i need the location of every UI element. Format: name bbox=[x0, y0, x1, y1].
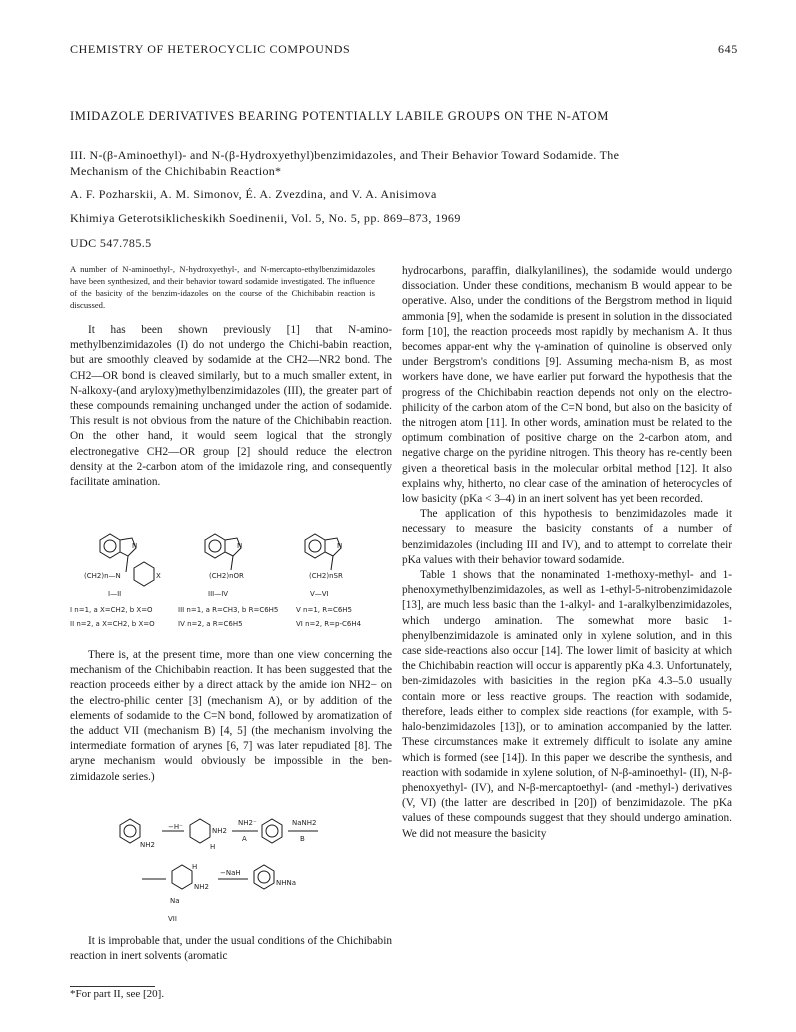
substituent-label: NH2 bbox=[212, 827, 227, 835]
structure-i-ii bbox=[84, 534, 161, 586]
substituent-label: (CH2)nSR bbox=[309, 572, 343, 580]
page-number: 645 bbox=[718, 42, 738, 56]
reagent-label: NH2⁻ bbox=[238, 819, 257, 827]
reagent-label: −H⁻ bbox=[168, 823, 183, 831]
range-i-ii: I—II bbox=[108, 590, 122, 598]
substituent-label: (CH2)n—N bbox=[84, 572, 121, 580]
definition: I n=1, a X=CH2, b X=O bbox=[70, 606, 153, 614]
journal-title: CHEMISTRY OF HETEROCYCLIC COMPOUNDS bbox=[70, 42, 351, 56]
substituent-label: NHNa bbox=[276, 879, 297, 887]
ring-atom-n: N bbox=[132, 542, 138, 550]
substituent-label: H bbox=[192, 863, 198, 871]
article-subtitle: III. N-(β-Aminoethyl)- and N-(β-Hydroxyethyl)benzimidazoles, and Their Behavior Toward Sodamide. The Mechanism of the Chichibabin Reaction* bbox=[70, 148, 620, 178]
reaction-scheme-figure bbox=[90, 815, 390, 925]
substituent-label: NH2 bbox=[140, 841, 155, 849]
footnote: *For part II, see [20]. bbox=[70, 988, 165, 1000]
benzimidazole-structures-figure bbox=[70, 530, 392, 640]
mechanism-label: A bbox=[242, 835, 247, 843]
range-v-vi: V—VI bbox=[310, 590, 329, 598]
definition: II n=2, a X=CH2, b X=O bbox=[70, 620, 155, 628]
reagent-label: NaNH2 bbox=[292, 819, 317, 827]
definition: IV n=2, a R=C6H5 bbox=[178, 620, 243, 628]
ring-atom-n: N bbox=[237, 542, 243, 550]
right-column bbox=[402, 264, 732, 842]
paragraph: hydrocarbons, paraffin, dialkylanilines), the sodamide would undergo dissociation. Under these conditions, mechanism B would appear to be operative. Also, under the conditions of the Bergstrom method in liquid ammonia [9], when the sodamide is present in solution in the dissociated form [10], the reaction proceeds most rapidly by mechanism A. It thus becomes appar-ent why the γ-amination of quinoline is observed only under Bergstrom's conditions [9]. Assuming mecha-nism B, as most workers have done, we have earlier put forward the hypothesis that the progress of the Chichibabin reaction depends not only on the electro-philicity of the carbon atom of the C=N bond, but also on the basicity of the nitrogen atom [11]. In other words, amination must be related to the optimum combination of positive charge on the 2-carbon atom, and negative charge on the pyridine nitrogen. This theory has re-cently been given a theoretical basis in the molecular orbital method [12]. It also explains why, hitherto, no clear case of the amination of heterocycles of low basicity (pKa < 3–4) in an inert solvent has yet been recorded. bbox=[402, 265, 732, 506]
article-title: IMIDAZOLE DERIVATIVES BEARING POTENTIALLY LABILE GROUPS ON THE N-ATOM bbox=[70, 109, 609, 123]
compound-label: VII bbox=[168, 915, 177, 923]
substituent-label: (CH2)nOR bbox=[209, 572, 244, 580]
definition: V n=1, R=C6H5 bbox=[296, 606, 353, 614]
ring-atom-n: N bbox=[337, 542, 343, 550]
sigma-adduct bbox=[190, 819, 227, 851]
mechanism-label: B bbox=[300, 835, 305, 843]
substituent-label: Na bbox=[170, 897, 180, 905]
substituent-label: NH2 bbox=[194, 883, 209, 891]
left-column-intro bbox=[70, 323, 392, 490]
adduct-vii bbox=[168, 863, 209, 923]
substituent-label: H bbox=[210, 843, 216, 851]
authors: A. F. Pozharskii, A. M. Simonov, É. A. Zvezdina, and V. A. Anisimova bbox=[70, 187, 437, 201]
journal-citation: Khimiya Geterotsiklicheskikh Soedinenii, Vol. 5, No. 5, pp. 869–873, 1969 bbox=[70, 211, 461, 225]
ring-atom-x: X bbox=[156, 572, 161, 580]
footnote-rule bbox=[70, 986, 155, 987]
pyridine bbox=[262, 819, 282, 843]
abstract: A number of N-aminoethyl-, N-hydroxyethyl-, and N-mercapto-ethylbenzimidazoles have been synthesized, and their behavior toward sodamide investigated. The influence of the basicity of the benzim-idazoles on the course of the Chichibabin reaction is discussed. bbox=[70, 264, 375, 310]
paragraph: It has been shown previously [1] that N-amino-methylbenzimidazoles (I) do not undergo the Chichi-babin reaction, but are smoothly cleaved by sodamide at the CH2—NR2 bond. The CH2—OR bond is cleaved similarly, but to a much smaller extent, in N-alkoxy-(and aryloxy)methylbenzimidazoles (III), the greater part of these compounds remaining unchanged under the action of sodamide. This result is not obvious from the nature of the Chichibabin reaction. On the other hand, it would seem logical that the strongly electronegative CH2—OR group [2] should reduce the electron density at the 2-carbon atom of the imidazole ring, and consequently facilitate amination. bbox=[70, 324, 392, 489]
left-column-closing bbox=[70, 934, 392, 964]
structure-iii-iv bbox=[205, 534, 244, 580]
structure-v-vi bbox=[305, 534, 343, 580]
udc-code: UDC 547.785.5 bbox=[70, 236, 152, 250]
aminopyridine-sodium bbox=[254, 865, 296, 889]
paragraph: It is improbable that, under the usual conditions of the Chichibabin reaction in inert solvents (aromatic bbox=[70, 935, 392, 963]
paragraph: Table 1 shows that the nonaminated 1-methoxy-methyl- and 1-phenoxymethylbenzimidazoles, as well as 1-ethyl-5-nitrobenzimidazole [13], are much less basic than the 1-alkyl- and 1-aralkylbenzimidazoles, which undergo amination. The somewhat more basic 1-phenylbenzimidazole is aminated only in xylene solution, and in this case side-reactions also occur [14]. The lower limit of basicity at which the Chichibabin reaction will occur is apparently pKa 4.3. Unfortunately, ben-zimidazoles with basicities in the region pKa 4.3–5.0 usually contain more or less reactive groups. The reaction with sodamide, therefore, leads either to complex side reactions (for example, with 5-halo-benzimidazoles [13]), or to amination accompanied by the latter. These circumstances make it extremely difficult to isolate any amine which is formed (see [14]). In this paper we describe the synthesis, and reaction with sodamide in xylene solution, of N-β-aminoethyl- (II), N-β-phenoxyethyl- (IV), and N-β-mercaptoethyl- (and -methyl-) derivatives (V, VI) (the latter are described in [20]) of benzimidazole. The pKa values of these compounds suggest that they should undergo amination. We did not measure the basicity bbox=[402, 569, 732, 840]
definition: III n=1, a R=CH3, b R=C6H5 bbox=[178, 606, 279, 614]
paragraph: There is, at the present time, more than one view concerning the mechanism of the Chichibabin reaction. It has been suggested that the reaction proceeds either by a direct attack by the amide ion NH2− on the electro-philic center [3] (mechanism A), or by addition of the elements of sodamide to the C=N bond, followed by aromatization of the adduct VII (mechanism B) [4, 5] (the mechanism involving the intermediate formation of arynes [6, 7] was later repudiated [8]. The aryne mechanism would obviously be impossible in the ben-zimidazole series.) bbox=[70, 649, 392, 783]
definition: VI n=2, R=p-C6H4 bbox=[296, 620, 362, 628]
reagent-label: −NaH bbox=[220, 869, 241, 877]
range-iii-iv: III—IV bbox=[208, 590, 229, 598]
paragraph: The application of this hypothesis to benzimidazoles made it necessary to measure the basicity constants of a number of benzimidazoles (including III and IV), and to attempt to correlate their pKa values with their behavior toward sodamide. bbox=[402, 508, 732, 566]
pyridine-aminated bbox=[120, 819, 155, 849]
left-column-mechanism bbox=[70, 648, 392, 785]
